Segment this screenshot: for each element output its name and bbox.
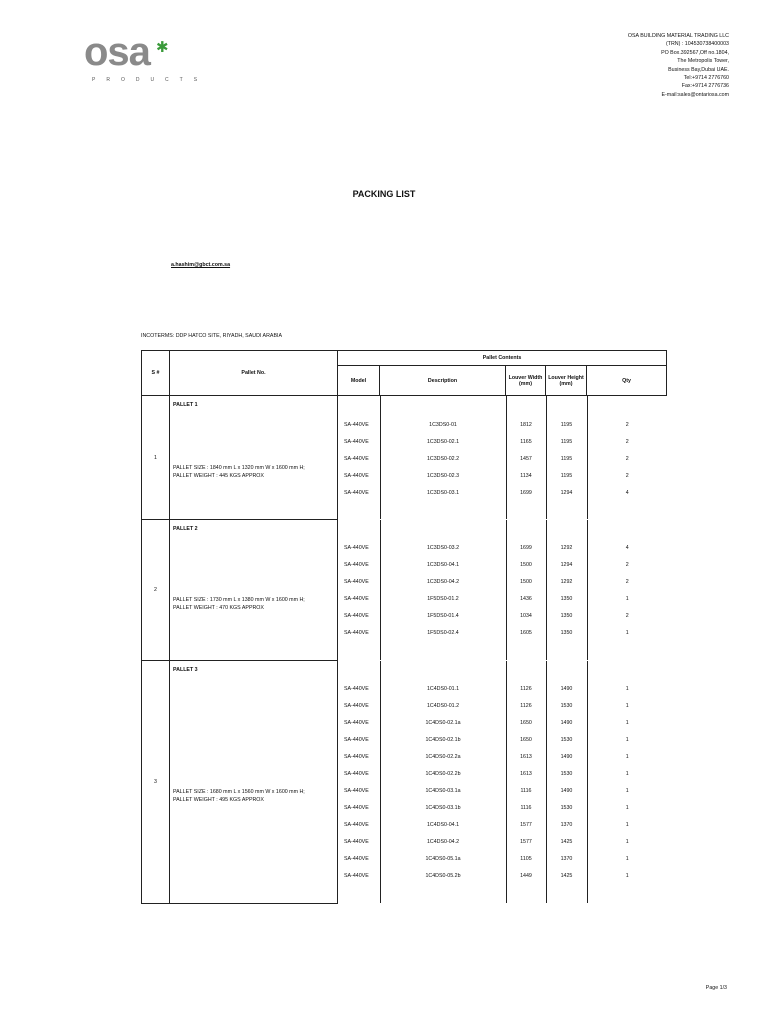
cell-height: 1195 xyxy=(546,433,587,450)
cell-height: 1530 xyxy=(546,766,587,783)
cell-width: 1650 xyxy=(506,732,546,749)
cell-description: 1C3DS0-02.1 xyxy=(380,433,506,450)
cell-height: 1425 xyxy=(546,834,587,851)
cell-qty: 2 xyxy=(625,438,629,445)
cell-description: 1C3DS0-04.2 xyxy=(380,574,506,591)
cell-qty: 1 xyxy=(625,686,629,692)
pallet-sn: 3 xyxy=(142,661,170,904)
cell-height: 1292 xyxy=(546,574,587,591)
cell-width: 1577 xyxy=(506,834,546,851)
table-row xyxy=(338,433,667,450)
table-row xyxy=(338,540,667,557)
pallet-contents xyxy=(338,396,667,520)
table-row xyxy=(338,732,667,749)
cell-qty: 2 xyxy=(625,562,629,568)
table-row xyxy=(338,574,667,591)
cell-description: 1C4DS0-02.1a xyxy=(380,715,506,732)
cell-description: 1C4DS0-03.1a xyxy=(380,783,506,800)
cell-model: SA-440VE xyxy=(338,681,380,698)
contact-email-link[interactable]: a.hashim@gbct.com.sa xyxy=(171,262,231,268)
cell-width: 1126 xyxy=(506,698,546,715)
header-pallet-no: Pallet No. xyxy=(170,351,338,396)
cell-width: 1500 xyxy=(506,557,546,574)
cell-qty: 2 xyxy=(625,472,629,479)
cell-height: 1530 xyxy=(546,732,587,749)
cell-description: 1C4DS0-01.1 xyxy=(380,681,506,698)
cell-width: 1650 xyxy=(506,715,546,732)
cell-width: 1699 xyxy=(506,484,546,501)
table-row xyxy=(338,800,667,817)
cell-width: 1134 xyxy=(506,467,546,484)
table-row xyxy=(338,467,667,484)
cell-height: 1370 xyxy=(546,817,587,834)
cell-model: SA-440VE xyxy=(338,608,380,625)
logo-subtitle: PRODUCTS xyxy=(92,77,209,83)
cell-qty: 2 xyxy=(625,455,629,462)
cell-description: 1C3DS0-01 xyxy=(380,416,506,433)
cell-model: SA-440VE xyxy=(338,817,380,834)
cell-qty: 1 xyxy=(625,788,629,794)
cell-width: 1436 xyxy=(506,591,546,608)
cell-width: 1449 xyxy=(506,868,546,885)
table-row xyxy=(338,834,667,851)
cell-width: 1613 xyxy=(506,766,546,783)
table-row xyxy=(338,450,667,467)
pallet-info xyxy=(173,464,305,480)
cell-height: 1490 xyxy=(546,681,587,698)
cell-height: 1195 xyxy=(546,450,587,467)
pallet-cell xyxy=(170,396,338,520)
cell-qty: 1 xyxy=(625,805,629,811)
cell-description: 1C4DS0-03.1b xyxy=(380,800,506,817)
cell-width: 1605 xyxy=(506,625,546,642)
cell-height: 1530 xyxy=(546,800,587,817)
cell-height: 1195 xyxy=(546,467,587,484)
cell-qty: 4 xyxy=(625,489,629,496)
cell-qty: 2 xyxy=(625,421,629,428)
table-row xyxy=(338,749,667,766)
pallet-size: PALLET SIZE : 1680 mm L x 1560 mm W x 1600 mm H; xyxy=(173,789,305,795)
pallet-info xyxy=(173,596,305,612)
cell-height: 1490 xyxy=(546,783,587,800)
cell-description: 1C3DS0-03.1 xyxy=(380,484,506,501)
table-row xyxy=(338,766,667,783)
pallet-name: PALLET 1 xyxy=(173,402,198,408)
cell-description: 1C4DS0-02.1b xyxy=(380,732,506,749)
header-height: Louver Height (mm) xyxy=(546,366,587,396)
cell-width: 1577 xyxy=(506,817,546,834)
cell-width: 1699 xyxy=(506,540,546,557)
cell-width: 1126 xyxy=(506,681,546,698)
cell-qty: 1 xyxy=(625,822,629,828)
cell-description: 1C4DS0-04.2 xyxy=(380,834,506,851)
cell-height: 1294 xyxy=(546,484,587,501)
company-email: E-mail:sales@ontariosa.com xyxy=(661,91,729,98)
cell-description: 1C3DS0-03.2 xyxy=(380,540,506,557)
cell-model: SA-440VE xyxy=(338,766,380,783)
cell-model: SA-440VE xyxy=(338,625,380,642)
company-fax: Fax:+9714 2776736 xyxy=(681,83,729,90)
logo-text: osa xyxy=(84,30,150,74)
cell-qty: 1 xyxy=(625,839,629,845)
pallet-size: PALLET SIZE : 1840 mm L x 1320 mm W x 1600 mm H; xyxy=(173,464,305,471)
table-row xyxy=(338,681,667,698)
cell-width: 1613 xyxy=(506,749,546,766)
cell-description: 1C4DS0-02.2a xyxy=(380,749,506,766)
cell-width: 1034 xyxy=(506,608,546,625)
cell-qty: 2 xyxy=(625,579,629,585)
pallet-name: PALLET 2 xyxy=(173,526,198,532)
table-row xyxy=(338,851,667,868)
incoterms: INCOTERMS: DDP HATCO SITE, RIYADH, SAUDI ARABIA xyxy=(141,333,282,339)
cell-description: 1F5DS0-01.2 xyxy=(380,591,506,608)
company-logo xyxy=(84,30,209,86)
page-number: Page 1/3 xyxy=(705,985,727,991)
cell-qty: 1 xyxy=(625,630,629,636)
cell-description: 1C4DS0-05.2b xyxy=(380,868,506,885)
table-row xyxy=(338,591,667,608)
cell-description: 1C4DS0-01.2 xyxy=(380,698,506,715)
table-row xyxy=(338,484,667,501)
cell-model: SA-440VE xyxy=(338,591,380,608)
cell-description: 1F5DS0-02.4 xyxy=(380,625,506,642)
table-row xyxy=(338,608,667,625)
pallet-weight: PALLET WEIGHT : 445 KGS APPROX xyxy=(173,472,264,479)
pallet-cell xyxy=(170,661,338,904)
company-address xyxy=(628,32,729,99)
cell-height: 1370 xyxy=(546,851,587,868)
cell-width: 1116 xyxy=(506,800,546,817)
cell-model: SA-440VE xyxy=(338,574,380,591)
cell-width: 1457 xyxy=(506,450,546,467)
pallet-row xyxy=(142,396,667,520)
cell-description: 1C4DS0-04.1 xyxy=(380,817,506,834)
table-row xyxy=(338,868,667,885)
header-sn: S # xyxy=(142,351,170,396)
cell-height: 1530 xyxy=(546,698,587,715)
table-row xyxy=(338,715,667,732)
cell-height: 1350 xyxy=(546,591,587,608)
cell-model: SA-440VE xyxy=(338,834,380,851)
pallet-name: PALLET 3 xyxy=(173,667,198,673)
header-description: Description xyxy=(380,366,506,396)
pallet-weight: PALLET WEIGHT : 470 KGS APPROX xyxy=(173,605,264,611)
company-trn: (TRN) : 104530738400003 xyxy=(665,41,729,48)
header-width: Louver Width (mm) xyxy=(506,366,546,396)
pallet-sn: 2 xyxy=(142,520,170,661)
cell-model: SA-440VE xyxy=(338,416,380,433)
table-row xyxy=(338,557,667,574)
pallet-sn: 1 xyxy=(142,396,170,520)
table-row xyxy=(338,783,667,800)
cell-qty: 1 xyxy=(625,596,629,602)
cell-description: 1C3DS0-02.3 xyxy=(380,467,506,484)
header-qty: Qty xyxy=(587,366,667,396)
cell-height: 1350 xyxy=(546,625,587,642)
header-pallet-contents: Pallet Contents xyxy=(338,351,667,366)
pallet-size: PALLET SIZE : 1730 mm L x 1380 mm W x 1600 mm H; xyxy=(173,597,305,603)
cell-width: 1500 xyxy=(506,574,546,591)
cell-width: 1812 xyxy=(506,416,546,433)
table-row xyxy=(338,698,667,715)
cell-model: SA-440VE xyxy=(338,540,380,557)
cell-model: SA-440VE xyxy=(338,749,380,766)
page-title: PACKING LIST xyxy=(352,189,416,199)
cell-qty: 1 xyxy=(625,703,629,709)
header-model: Model xyxy=(338,366,380,396)
cell-description: 1F5DS0-01.4 xyxy=(380,608,506,625)
cell-model: SA-440VE xyxy=(338,715,380,732)
cell-model: SA-440VE xyxy=(338,868,380,885)
cell-qty: 2 xyxy=(625,613,629,619)
cell-qty: 1 xyxy=(625,771,629,777)
cell-height: 1195 xyxy=(546,416,587,433)
cell-model: SA-440VE xyxy=(338,800,380,817)
cell-description: 1C4DS0-05.1a xyxy=(380,851,506,868)
cell-qty: 1 xyxy=(625,720,629,726)
cell-model: SA-440VE xyxy=(338,484,380,501)
company-name: OSA BUILDING MATERIAL TRADING LLC xyxy=(627,33,729,39)
cell-description: 1C3DS0-04.1 xyxy=(380,557,506,574)
cell-model: SA-440VE xyxy=(338,732,380,749)
maple-leaf-icon: ✱ xyxy=(156,39,169,56)
cell-model: SA-440VE xyxy=(338,450,380,467)
cell-height: 1294 xyxy=(546,557,587,574)
cell-description: 1C3DS0-02.2 xyxy=(380,450,506,467)
cell-model: SA-440VE xyxy=(338,698,380,715)
cell-qty: 1 xyxy=(625,873,629,879)
pallet-cell xyxy=(170,520,338,661)
pallet-contents xyxy=(338,520,667,661)
cell-qty: 4 xyxy=(625,545,629,551)
cell-qty: 1 xyxy=(625,754,629,760)
table-row xyxy=(338,625,667,642)
cell-width: 1116 xyxy=(506,783,546,800)
cell-model: SA-440VE xyxy=(338,851,380,868)
pallet-contents xyxy=(338,661,667,904)
pallet-info xyxy=(173,788,305,804)
company-tel: Tel:+9714 2776760 xyxy=(683,75,729,82)
cell-model: SA-440VE xyxy=(338,783,380,800)
cell-model: SA-440VE xyxy=(338,467,380,484)
cell-model: SA-440VE xyxy=(338,433,380,450)
cell-height: 1490 xyxy=(546,749,587,766)
cell-description: 1C4DS0-02.2b xyxy=(380,766,506,783)
table-row xyxy=(338,817,667,834)
table-row xyxy=(338,416,667,433)
cell-height: 1292 xyxy=(546,540,587,557)
pallet-row xyxy=(142,520,667,661)
cell-height: 1350 xyxy=(546,608,587,625)
company-area: Business Bay,Dubai UAE. xyxy=(668,66,729,73)
company-building: The Metropolis Tower, xyxy=(677,58,729,65)
cell-height: 1425 xyxy=(546,868,587,885)
cell-width: 1165 xyxy=(506,433,546,450)
cell-qty: 1 xyxy=(625,737,629,743)
cell-qty: 1 xyxy=(625,856,629,862)
cell-width: 1105 xyxy=(506,851,546,868)
pallet-row xyxy=(142,661,667,904)
cell-height: 1490 xyxy=(546,715,587,732)
pallet-weight: PALLET WEIGHT : 495 KGS APPROX xyxy=(173,797,264,803)
cell-model: SA-440VE xyxy=(338,557,380,574)
packing-table xyxy=(141,350,667,904)
company-po-box: PO Box.392567,Off no.1804, xyxy=(661,49,729,56)
